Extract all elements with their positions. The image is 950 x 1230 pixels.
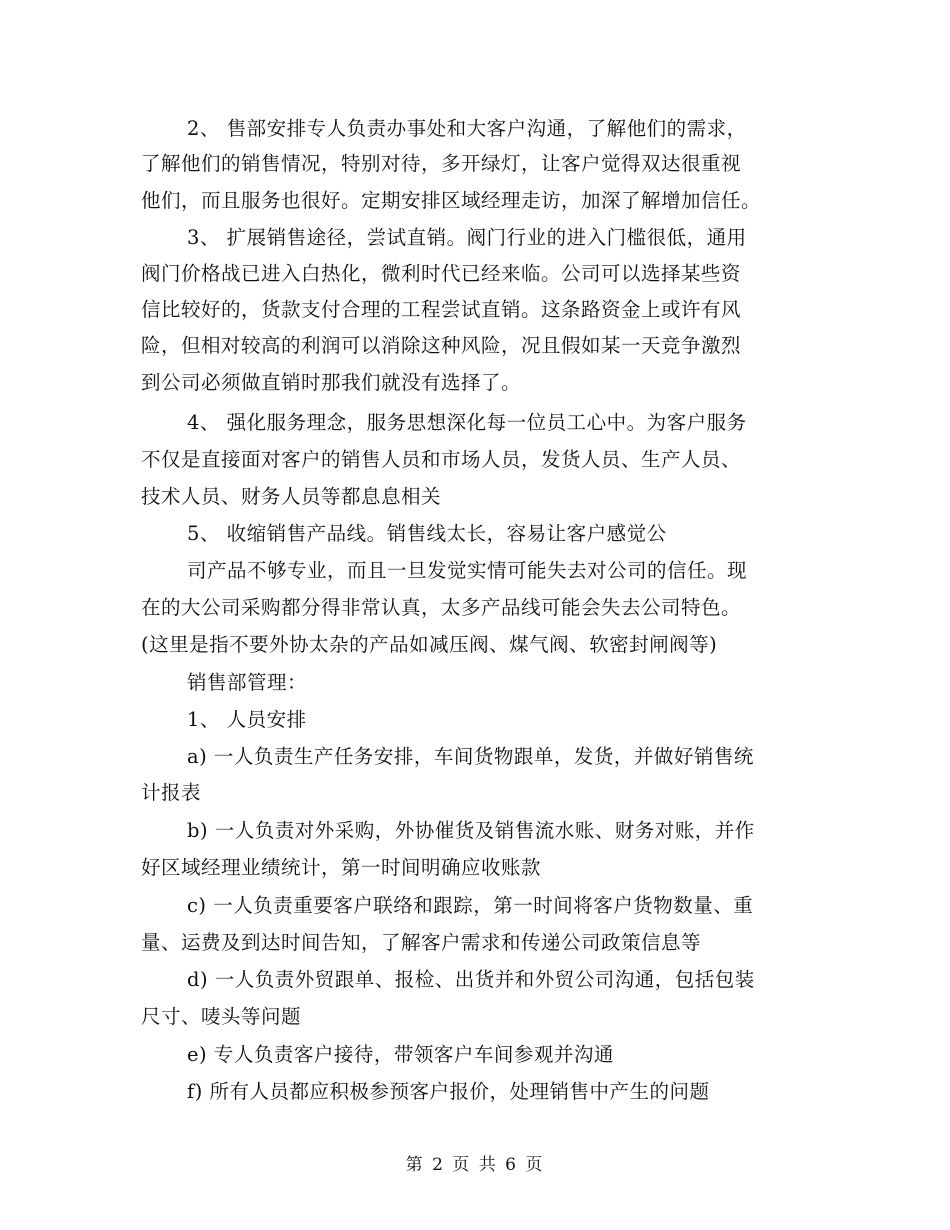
text-line: b) 一人负责对外采购，外协催货及销售流水账、财务对账，并作 [187,819,755,842]
page-number-footer: 第 2 页 共 6 页 [405,1155,545,1175]
text-line: 到公司必须做直销时那我们就没有选择了。 [141,371,522,394]
text-line: 3、 扩展销售途径，尝试直销。阀门行业的进入门槛很低，通用 [187,226,747,249]
text-line: 险，但相对较高的利润可以消除这种风险，况且假如某一天竞争激烈 [141,334,742,357]
text-line: 量、运费及到达时间告知，了解客户需求和传递公司政策信息等 [141,931,702,954]
text-line: 司产品不够专业，而且一旦发觉实情可能失去对公司的信任。现 [187,559,748,582]
text-line: 好区域经理业绩统计，第一时间明确应收账款 [141,856,542,879]
text-line: c) 一人负责重要客户联络和跟踪，第一时间将客户货物数量、重 [187,894,754,917]
text-line: 了解他们的销售情况，特别对待，多开绿灯，让客户觉得双达很重视 [141,152,742,175]
text-line: a) 一人负责生产任务安排，车间货物跟单，发货，并做好销售统 [187,745,754,768]
section-heading: 销售部管理： [187,671,308,694]
text-line: 信比较好的，货款支付合理的工程尝试直销。这条路资金上或许有风 [141,298,742,321]
text-line: f) 所有人员都应积极参预客户报价，处理销售中产生的问题 [187,1080,710,1103]
text-line: 他们，而且服务也很好。定期安排区域经理走访，加深了解增加信任。 [141,189,762,212]
text-line: 计报表 [141,781,202,804]
text-line: 尺寸、唛头等问题 [141,1005,302,1028]
text-line: 2、 售部安排专人负责办事处和大客户沟通，了解他们的需求， [187,117,747,140]
text-line: 阀门价格战已进入白热化，微利时代已经来临。公司可以选择某些资 [141,262,742,285]
text-line: e) 专人负责客户接待，带领客户车间参观并沟通 [187,1043,614,1066]
text-line: 在的大公司采购都分得非常认真，太多产品线可能会失去公司特色。 [141,596,742,619]
text-line: 5、 收缩销售产品线。销售线太长，容易让客户感觉公 [187,522,667,545]
text-line: 不仅是直接面对客户的销售人员和市场人员，发货人员、生产人员、 [141,448,742,471]
text-line: 4、 强化服务理念，服务思想深化每一位员工心中。为客户服务 [187,411,747,434]
text-line: (这里是指不要外协太杂的产品如减压阀、煤气阀、软密封闸阀等) [141,633,718,656]
text-line: 技术人员、财务人员等都息息相关 [141,485,442,508]
text-line: d) 一人负责外贸跟单、报检、出货并和外贸公司沟通，包括包装 [187,968,755,991]
subsection-heading: 1、 人员安排 [187,708,307,731]
